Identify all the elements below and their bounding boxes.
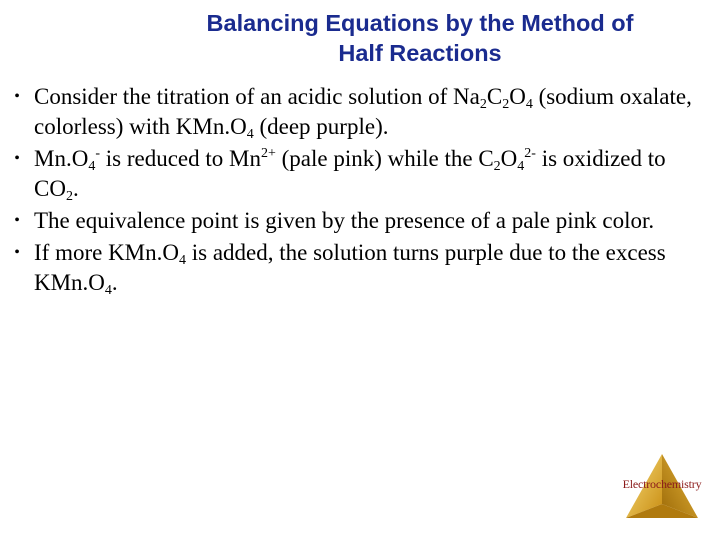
slide-title-line-1: Balancing Equations by the Method of	[206, 10, 634, 36]
bullet-item-2: • $Mn.O_4^-$ is reduced to $Mn^{2+}$ (pale pink) while the $C_2O_4^{2-}$ is oxidized to $CO_2$.	[8, 144, 708, 204]
bullet-marker: •	[14, 212, 20, 229]
bullet-marker: •	[14, 244, 20, 261]
bullet-marker: •	[14, 88, 20, 105]
bullet-item-4: • If more $KMn.O_4$ is added, the solution turns purple due to the excess $KMn.O_4$.	[8, 238, 708, 298]
logo-label: Electrochemistry	[622, 477, 702, 491]
bullet-item-3: • The equivalence point is given by the presence of a pale pink color.	[8, 206, 708, 236]
footer-logo	[612, 452, 712, 522]
slide-title-line-2: Half Reactions	[338, 40, 502, 66]
bullet-list	[8, 82, 708, 300]
slide-title	[120, 8, 720, 68]
bullet-item-1: • Consider the titration of an acidic solution of $Na_2C_2O_4$ (sodium oxalate, colorless) with $KMn.O_4$ (deep purple).	[8, 82, 708, 142]
bullet-marker: •	[14, 150, 20, 167]
